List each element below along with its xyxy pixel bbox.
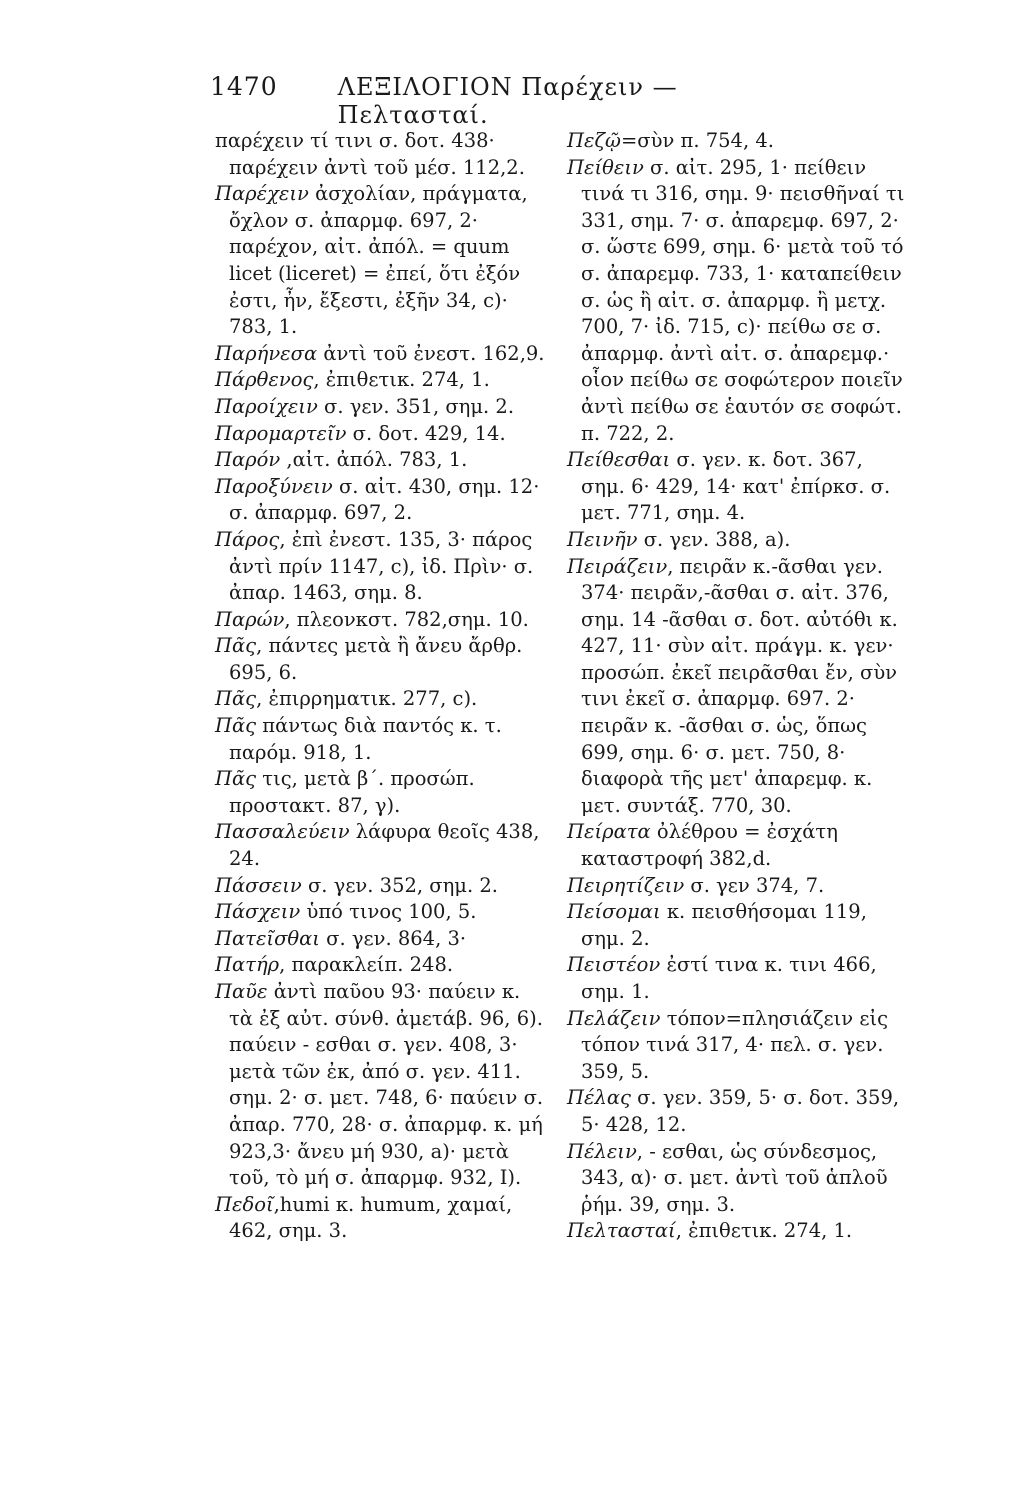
dictionary-entry — [567, 873, 907, 900]
entry-text: σ. γεν. 864, 3· — [319, 926, 467, 950]
entry-headword: Παρόν — [215, 448, 281, 472]
dictionary-entry — [215, 633, 545, 686]
dictionary-entry — [215, 979, 545, 1192]
entry-headword: Παρών — [215, 607, 285, 631]
dictionary-entry — [215, 128, 545, 181]
entry-headword: Παροίχειν — [215, 394, 318, 418]
entry-headword: Πείσομαι — [567, 900, 661, 924]
entry-text: σ. γεν. κ. δοτ. 367, σημ. 6· 429, 14· κατ' ἐπίρκσ. σ. μετ. 771, σημ. 4. — [581, 448, 891, 525]
dictionary-entry — [567, 899, 907, 952]
entry-text: σ. δοτ. 429, 14. — [346, 421, 506, 445]
dictionary-entry — [215, 926, 545, 953]
entry-text: ὀλέθρου = ἐσχάτη καταστροφή 382,d. — [581, 820, 838, 871]
entry-headword: Πατήρ — [215, 953, 280, 977]
entry-headword: Πείθεσθαι — [567, 448, 671, 472]
dictionary-entry — [215, 527, 545, 607]
left-column — [215, 128, 545, 1245]
dictionary-entry — [215, 447, 545, 474]
entry-headword: Πειρητίζειν — [567, 873, 685, 897]
dictionary-entry — [567, 1139, 907, 1219]
entry-headword: Πεδοῖ — [215, 1192, 274, 1216]
entry-text: κ. πεισθήσομαι 119, σημ. 2. — [581, 900, 867, 950]
entry-text: σ. αἰτ. 430, σημ. 12· σ. ἀπαρμφ. 697, 2. — [229, 474, 540, 525]
entry-text: σ. γεν. 351, σημ. 2. — [317, 394, 515, 418]
entry-text: λάφυρα θεοῖς 438, 24. — [229, 820, 540, 871]
entry-text: πάντως διὰ παντός κ. τ. παρόμ. 918, 1. — [229, 714, 502, 764]
entry-text: , πειρᾶν κ.-ᾶσθαι γεν. 374· πειρᾶν,-ᾶσθαι σ. αἰτ. 376, σημ. 14 -ᾶσθαι σ. δοτ. αὐτόθι κ. 427, 11· σὺν αἰτ. πράγμ. κ. γεν· προσώπ. ἐκεῖ πειρᾶσθαι ἔν, σὺν τινι ἐκεῖ σ. ἀπαρμφ. 697. 2· πειρᾶν κ. -ᾶσθαι σ. ὡς, ὅπως 699, σημ. 6· σ. μετ. 750, 8· διαφορὰ τῆς μετ' ἀπαρεμφ. κ. μετ. συντάξ. 770, 30. — [581, 554, 898, 817]
entry-headword: Πᾶς — [215, 687, 257, 711]
dictionary-entry — [567, 1085, 907, 1138]
entry-headword: Παρέχειν — [215, 182, 309, 206]
dictionary-entry — [567, 1218, 907, 1245]
page-header — [210, 72, 770, 129]
dictionary-entry — [215, 686, 545, 713]
entry-headword: Πειράζειν — [567, 554, 668, 578]
dictionary-entry — [215, 341, 545, 368]
dictionary-entry — [567, 155, 907, 448]
dictionary-entry — [215, 873, 545, 900]
running-head: ΛΕΞΙΛΟΓΙΟΝ Παρέχειν — Πελτασταί. — [337, 73, 678, 129]
entry-headword: Πᾶς — [215, 634, 257, 658]
dictionary-entry — [215, 713, 545, 766]
dictionary-entry — [215, 181, 545, 341]
entry-text: σ. αἰτ. 295, 1· πείθειν τινά τι 316, σημ. 9· πεισθῆναί τι 331, σημ. 7· σ. ἀπαρεμφ. 697, 2· σ. ὥστε 699, σημ. 6· μετὰ τοῦ τό σ. ἀπαρεμφ. 733, 1· καταπείθειν σ. ὡς ἢ αἰτ. σ. ἀπαρμφ. ἢ μετχ. 700, 7· ἰδ. 715, c)· πείθω σε σ. ἀπαρμφ. ἀντὶ αἰτ. σ. ἀπαρεμφ.· οἷον πείθω σε σοφώτερον ποιεῖν ἀντὶ πείθω σε ἑαυτόν σε σοφώτ. π. 722, 2. — [581, 155, 905, 445]
dictionary-entry — [215, 394, 545, 421]
dictionary-entry — [215, 819, 545, 872]
dictionary-entry — [567, 447, 907, 527]
entry-headword: Πεζῷ — [567, 129, 621, 152]
dictionary-entry — [215, 766, 545, 819]
entry-headword: Πειστέον — [567, 953, 661, 977]
entry-text: ,αἰτ. ἀπόλ. 783, 1. — [280, 448, 468, 472]
dictionary-entry — [567, 819, 907, 872]
entry-headword: Πασσαλεύειν — [215, 820, 350, 844]
entry-text: σ. γεν 374, 7. — [684, 873, 825, 897]
dictionary-entry — [567, 1006, 907, 1086]
entry-text: ὑπό τινος 100, 5. — [300, 900, 477, 924]
entry-text: , πάντες μετὰ ἢ ἄνευ ἄρθρ. 695, 6. — [229, 634, 523, 684]
right-column — [567, 128, 907, 1245]
entry-headword: Πᾶς — [215, 767, 257, 791]
entry-headword: Πελάζειν — [567, 1006, 661, 1030]
dictionary-entry — [215, 474, 545, 527]
entry-headword: Παῦε — [215, 980, 268, 1003]
dictionary-entry — [567, 128, 907, 155]
entry-text: παρέχειν τί τινι σ. δοτ. 438· παρέχειν ἀντὶ τοῦ μέσ. 112,2. — [215, 129, 525, 179]
dictionary-entry — [215, 899, 545, 926]
dictionary-entry — [215, 952, 545, 979]
dictionary-entry — [215, 1192, 545, 1245]
entry-headword: Πεινῆν — [567, 527, 638, 551]
entry-headword: Πάρος — [215, 527, 280, 551]
entry-headword: Πέλας — [567, 1086, 631, 1110]
dictionary-entry — [215, 421, 545, 448]
entry-headword: Πέλειν — [567, 1139, 637, 1163]
entry-headword: Πάσχειν — [215, 900, 301, 924]
dictionary-entry — [567, 527, 907, 554]
dictionary-entry — [567, 554, 907, 820]
entry-text: σ. γεν. 388, a). — [637, 527, 791, 551]
entry-text: σ. γεν. 359, 5· σ. δοτ. 359, 5· 428, 12. — [581, 1086, 900, 1136]
entry-text: τόπον=πλησιάζειν εἰς τόπον τινά 317, 4· πελ. σ. γεν. 359, 5. — [581, 1006, 889, 1083]
entry-headword: Πελτασταί — [567, 1219, 676, 1243]
entry-text: ἀντὶ τοῦ ἐνεστ. 162,9. — [317, 341, 545, 365]
entry-text: τις, μετὰ β΄. προσώπ. προστακτ. 87, γ). — [229, 767, 475, 817]
entry-text: ἀντὶ παῦου 93· παύειν κ. τὰ ἐξ αὐτ. σύνθ. ἀμετάβ. 96, 6). παύειν - εσθαι σ. γεν. 408, 3· μετὰ τῶν ἐκ, ἀπό σ. γεν. 411. σημ. 2· σ. μετ. 748, 6· παύειν σ. ἀπαρ. 770, 28· σ. ἀπαρμφ. κ. μή 923,3· ἄνευ μή 930, a)· μετὰ τοῦ, τὸ μή σ. ἀπαρμφ. 932, I). — [229, 980, 544, 1190]
entry-headword: Πείθειν — [567, 155, 644, 179]
entry-headword: Παρομαρτεῖν — [215, 421, 347, 445]
page-number: 1470 — [210, 72, 278, 101]
entry-headword: Πάσσειν — [215, 873, 302, 897]
dictionary-entry — [215, 607, 545, 634]
entry-text: , πλεονκστ. 782,σημ. 10. — [284, 607, 529, 631]
entry-text: , ἐπιθετικ. 274, 1. — [675, 1219, 853, 1243]
entry-text: =σὺν π. 754, 4. — [620, 129, 774, 152]
entry-text: , ἐπιρρηματικ. 277, c). — [256, 687, 478, 711]
entry-text: ,humi κ. humum, χαμαί, 462, σημ. 3. — [229, 1192, 513, 1243]
entry-text: ἐστί τινα κ. τινι 466, σημ. 1. — [581, 953, 877, 1003]
entry-text: , παρακλείπ. 248. — [279, 953, 454, 977]
entry-headword: Πατεῖσθαι — [215, 926, 320, 950]
entry-text: , ἐπὶ ἐνεστ. 135, 3· πάρος ἀντὶ πρίν 1147, c), ἰδ. Πρὶν· σ. ἀπαρ. 1463, σημ. 8. — [229, 527, 534, 605]
entry-text: ἀσχολίαν, πράγματα, ὄχλον σ. ἀπαρμφ. 697, 2· παρέχον, αἰτ. ἀπόλ. = quum licet (liceret) = ἐπεί, ὅτι ἐξόν ἐστι, ἦν, ἔξεστι, ἐξῆν 34, c)· 783, 1. — [229, 182, 528, 339]
dictionary-entry — [215, 367, 545, 394]
entry-text: , - εσθαι, ὡς σύνδεσμος, 343, α)· σ. μετ. ἀντὶ τοῦ ἁπλοῦ ῥήμ. 39, σημ. 3. — [581, 1139, 888, 1216]
entry-text: σ. γεν. 352, σημ. 2. — [301, 873, 498, 897]
entry-text: , ἐπιθετικ. 274, 1. — [313, 368, 490, 392]
entry-headword: Πᾶς — [215, 714, 257, 738]
entry-headword: Πάρθενος — [215, 368, 314, 392]
entry-headword: Παρήνεσα — [215, 341, 318, 365]
entry-headword: Πείρατα — [567, 820, 651, 844]
entry-headword: Παροξύνειν — [215, 474, 333, 498]
dictionary-entry — [567, 952, 907, 1005]
